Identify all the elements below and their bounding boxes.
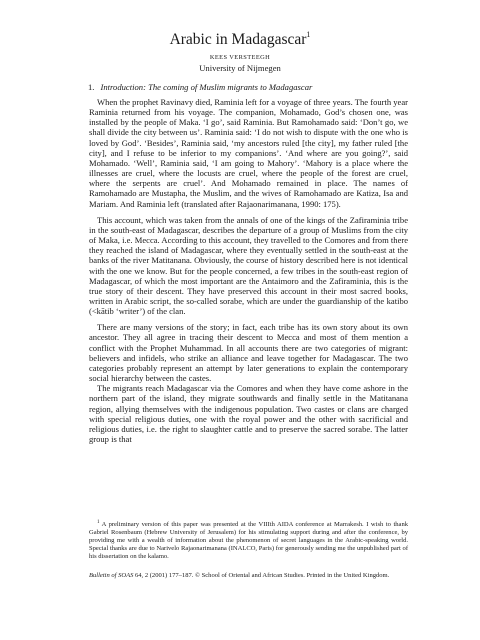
section-title: Introduction: The coming of Muslim migrants to Madagascar — [100, 82, 313, 92]
footnote — [89, 519, 408, 561]
author-name: KEES VERSTEEGH — [209, 54, 271, 61]
section-number: 1. — [88, 82, 95, 92]
body-paragraph-account: This account, which was taken from the annals of one of the kings of the Zafiraminia tribe in the south-east of Madagascar, describes the departure of a group of Muslims from the city of Maka, i.e. Mecca. According to this account, they travelled to the Comores and from there they reached the island of Madagascar, where they eventually settled in the south-east at the banks of the river Matitanana. Obviously, the course of history described here is not identical with the one we know. But for the people concerned, a few tribes in the south-east region of Madagascar, of which the most important are the Antaimoro and the Zafiraminia, this is the true story of their descent. They have preserved this account in their most sacred books, written in Arabic script, the so-called sorabe, which are under the guardianship of the katibo (<kātib ‘writer’) of the clan. — [89, 214, 408, 317]
footnote-section — [89, 519, 408, 565]
author-affiliation: University of Nijmegen — [199, 63, 281, 73]
article-title-text: Arabic in Madagascar — [169, 31, 307, 48]
section-heading — [88, 82, 408, 92]
journal-details: 64, 2 (2001) 177–187. © School of Oriental and African Studies. Printed in the United Kingdom. — [133, 572, 390, 579]
body-paragraph-migrants: The migrants reach Madagascar via the Comores and when they have come ashore in the northern part of the island, they migrate southwards and finally settle in the Matitanana region, allying themselves with the indigenous population. Two castes or clans are charged with special religious duties, one with the royal power and the other with sacrificial and religious duties, i.e. the right to slaughter cattle and to preserve the sacred sorabe. The latter group is that — [89, 383, 408, 444]
article-title — [0, 26, 480, 49]
footnote-text: A preliminary version of this paper was presented at the VIIIth AIDA conference at Marrakesh. I wish to thank Gabriel Rosenbaum (Hebrew University of Jerusalem) for his stimulating support during and after the conference, by providing me with a wealth of information about the phenomenon of secret languages in the Arabic-speaking world. Special thanks are due to Narivelo Rajaonarimanana (INALCO, Paris) for generously sending me the unpublished part of his dissertation on the kalamo. — [89, 521, 408, 560]
journal-citation — [89, 572, 408, 580]
body-paragraph-versions: There are many versions of the story; in fact, each tribe has its own story about its own ancestor. They all agree in tracing their descent to Mecca and most of them mention a conflict with the Prophet Muhammad. In all accounts there are two categories of migrant: believers and infidels, who strike an alliance and leave together for Madagascar. The two categories probably represent an attempt by later generations to explain the contemporary social hierarchy between the castes. — [89, 322, 408, 384]
title-footnote-marker: 1 — [306, 30, 311, 39]
body-text — [89, 97, 408, 444]
footnote-marker: 1 — [97, 520, 100, 525]
journal-name: Bulletin of SOAS — [89, 572, 134, 579]
body-paragraph-quote: When the prophet Ravinavy died, Raminia left for a voyage of three years. The fourth year Raminia returned from his voyage. The companion, Mohamado, God’s chosen one, was installed by the people of Maka. ‘I go’, said Raminia. But Ramohamado said: ‘Don’t go, we shall divide the city between us’. Raminia said: ‘I do not wish to dispute with the one who is loved by God’. ‘Besides’, Raminia said, ‘my ancestors ruled [the city], my father ruled [the city], and I refuse to be inferior to my companions’. ‘And where are you going?’, said Mohamado. ‘Well’, Raminia said, ‘I am going to Mahory’. ‘Mahory is a place where the illnesses are cruel, where the locusts are cruel, where the people of the forest are cruel, where the serpents are cruel’. And Mohamado remained in place. The names of Ramohamado are Mustapha, the Muslim, and the wives of Ramohamado are Katiza, Isa and Mariam. And Raminia left (translated after Rajaonarimanana, 1990: 175). — [89, 97, 408, 209]
